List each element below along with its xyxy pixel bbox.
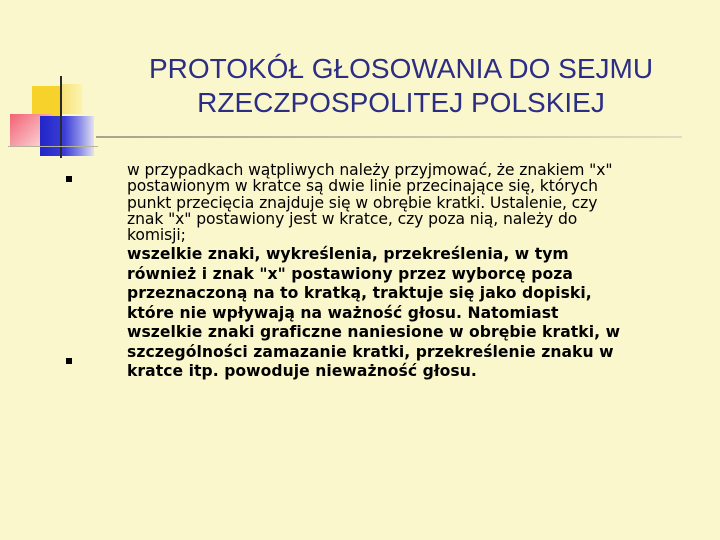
- text-line: również i znak "x" postawiony przez wyborcę poza: [127, 264, 573, 283]
- text-line: komisji;: [127, 226, 186, 245]
- bullet-square-icon: [66, 176, 72, 182]
- slide-title: [95, 52, 707, 120]
- text-line: punkt przecięcia znajduje się w obrębie kratki. Ustalenie, czy: [127, 193, 598, 212]
- text-line: wszelkie znaki graficzne naniesione w obrębie kratki, w: [127, 323, 621, 342]
- title-line-1: PROTOKÓŁ GŁOSOWANIA DO SEJMU: [148, 53, 654, 84]
- bullet-item-2: [66, 245, 706, 381]
- bullet-text-1: [127, 154, 706, 243]
- text-line: w przypadkach wątpliwych należy przyjmować, że znakiem "x": [127, 161, 613, 179]
- logo-yellow-square-light: [62, 84, 84, 114]
- title-divider: [96, 136, 682, 138]
- text-line: szczególności zamazanie kratki, przekreślenie znaku w: [127, 342, 614, 361]
- bullet-text-2: [127, 245, 706, 381]
- text-line: postawionym w kratce są dwie linie przecinające się, których: [127, 177, 598, 196]
- text-line: kratce itp. powoduje nieważność głosu.: [127, 361, 477, 380]
- text-line: przeznaczoną na to kratką, traktuje się jako dopiski,: [127, 284, 592, 303]
- bullet-square-icon: [66, 358, 72, 364]
- bullet-item-1: [66, 154, 706, 243]
- text-line: znak "x" postawiony jest w kratce, czy poza nią, należy do: [127, 209, 578, 228]
- logo-horizontal-line: [8, 146, 98, 147]
- text-line: wszelkie znaki, wykreślenia, przekreślenia, w tym: [127, 245, 569, 264]
- logo-blue-square: [40, 116, 94, 156]
- title-line-2: RZECZPOSPOLITEJ POLSKIEJ: [197, 87, 605, 118]
- text-line: które nie wpływają na ważność głosu. Natomiast: [127, 303, 559, 322]
- logo-yellow-square: [32, 86, 62, 116]
- bullet-list: [66, 154, 706, 381]
